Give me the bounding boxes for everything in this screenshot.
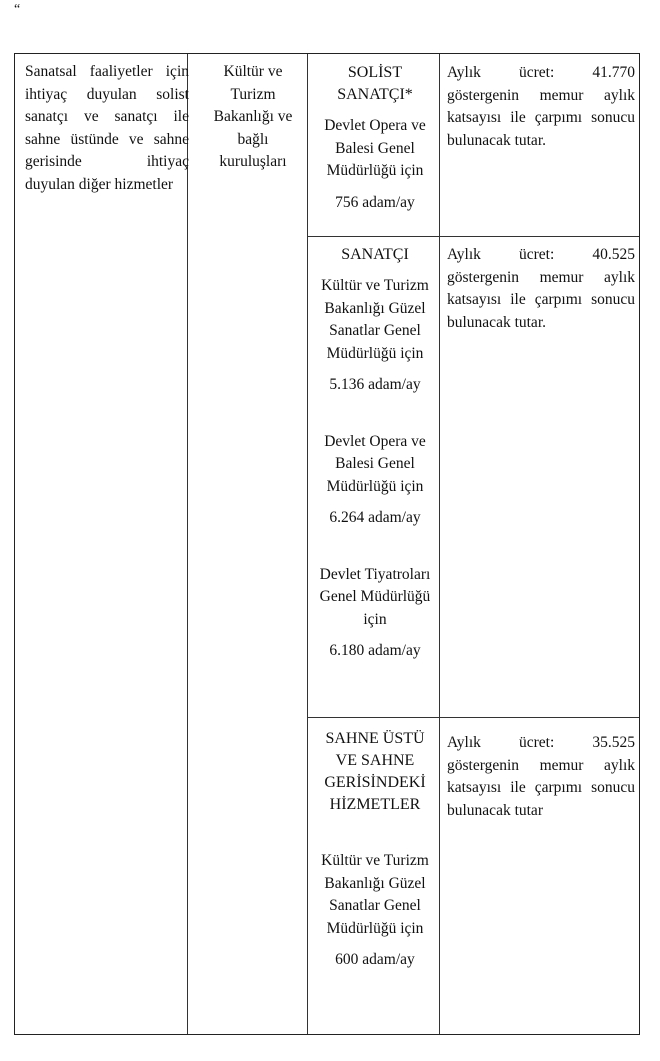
quota-entry [315, 850, 435, 972]
quota-value: 6.180 adam/ay [329, 642, 421, 659]
category-title: HİZMETLER [329, 796, 421, 813]
opening-quote: “ [14, 2, 21, 17]
fee-line: Aylık ücret: 40.525 [447, 246, 635, 263]
fee-line: bulunacak tutar. [447, 131, 546, 149]
fee-line: göstergenin memur aylık [447, 756, 635, 774]
org-line: Müdürlüğü için [326, 477, 424, 495]
category-stage-services [315, 728, 435, 972]
org-line: Genel Müdürlüğü [319, 588, 431, 605]
org-line: Müdürlüğü için [326, 344, 424, 362]
quota-entry [315, 115, 435, 214]
monthly-fee [447, 244, 635, 334]
quota-value: 6.264 adam/ay [329, 509, 421, 526]
fee-line: göstergenin memur aylık [447, 86, 635, 104]
text-line: sahne üstünde ve sahne [25, 130, 189, 148]
org-line: Kültür ve Turizm [321, 277, 429, 294]
org-line: Devlet Opera ve [324, 117, 426, 134]
category-title: SOLİST [347, 64, 403, 81]
monthly-fee [447, 732, 635, 822]
org-line: Müdürlüğü için [326, 919, 424, 937]
monthly-fee [447, 62, 635, 152]
text-line: Turizm [230, 85, 276, 103]
category-title: VE SAHNE [335, 752, 415, 769]
text-line: ihtiyaç duyulan solist [25, 85, 189, 103]
category-title: SAHNE ÜSTÜ [325, 730, 425, 747]
category-title: SANATÇI* [337, 86, 413, 103]
category-artist [315, 244, 435, 663]
text-line: bağlı [237, 130, 269, 148]
text-line: duyulan diğer hizmetler [25, 175, 174, 193]
fee-line: katsayısı ile çarpımı sonucu [447, 291, 635, 308]
column-divider [187, 54, 188, 1034]
column-divider [307, 54, 308, 1034]
org-line: Devlet Opera ve [324, 432, 426, 450]
fee-line: Aylık ücret: 41.770 [447, 64, 635, 81]
institution [201, 61, 305, 174]
fee-line: göstergenin memur aylık [447, 268, 635, 286]
text-line: Kültür ve [223, 63, 283, 80]
org-line: Sanatlar Genel [329, 322, 421, 339]
category-title: GERİSİNDEKİ [324, 774, 426, 791]
org-line: Müdürlüğü için [326, 162, 424, 179]
fee-line: katsayısı ile çarpımı sonucu [447, 779, 635, 796]
quota-value: 5.136 adam/ay [329, 376, 421, 393]
org-line: için [363, 610, 387, 628]
quota-value: 756 adam/ay [335, 193, 415, 211]
fee-line: bulunacak tutar [447, 801, 543, 819]
text-line: kuruluşları [219, 153, 287, 170]
fee-line: katsayısı ile çarpımı sonucu [447, 109, 635, 126]
text-line: Sanatsal faaliyetler için [25, 63, 189, 80]
quota-entry [315, 431, 435, 530]
quota-entry [315, 564, 435, 663]
org-line: Sanatlar Genel [329, 897, 421, 914]
text-line: Bakanlığı ve [213, 108, 293, 125]
text-line: gerisinde ihtiyaç [25, 153, 189, 170]
org-line: Bakanlığı Güzel [324, 874, 426, 892]
category-solo-artist [315, 62, 435, 214]
column-divider [439, 54, 440, 1034]
org-line: Balesi Genel [335, 455, 415, 472]
org-line: Bakanlığı Güzel [324, 299, 426, 317]
text-line: sanatçı ve sanatçı ile [25, 108, 189, 125]
org-line: Devlet Tiyatroları [319, 565, 431, 583]
fee-line: Aylık ücret: 35.525 [447, 734, 635, 751]
org-line: Balesi Genel [335, 139, 415, 157]
row-divider [307, 236, 639, 237]
category-title: SANATÇI [341, 246, 409, 263]
fee-line: bulunacak tutar. [447, 313, 546, 331]
org-line: Kültür ve Turizm [321, 852, 429, 869]
allowance-table [14, 53, 640, 1035]
quota-value: 600 adam/ay [335, 951, 415, 968]
row-divider [307, 717, 639, 718]
activity-description [25, 61, 189, 196]
quota-entry [315, 275, 435, 397]
